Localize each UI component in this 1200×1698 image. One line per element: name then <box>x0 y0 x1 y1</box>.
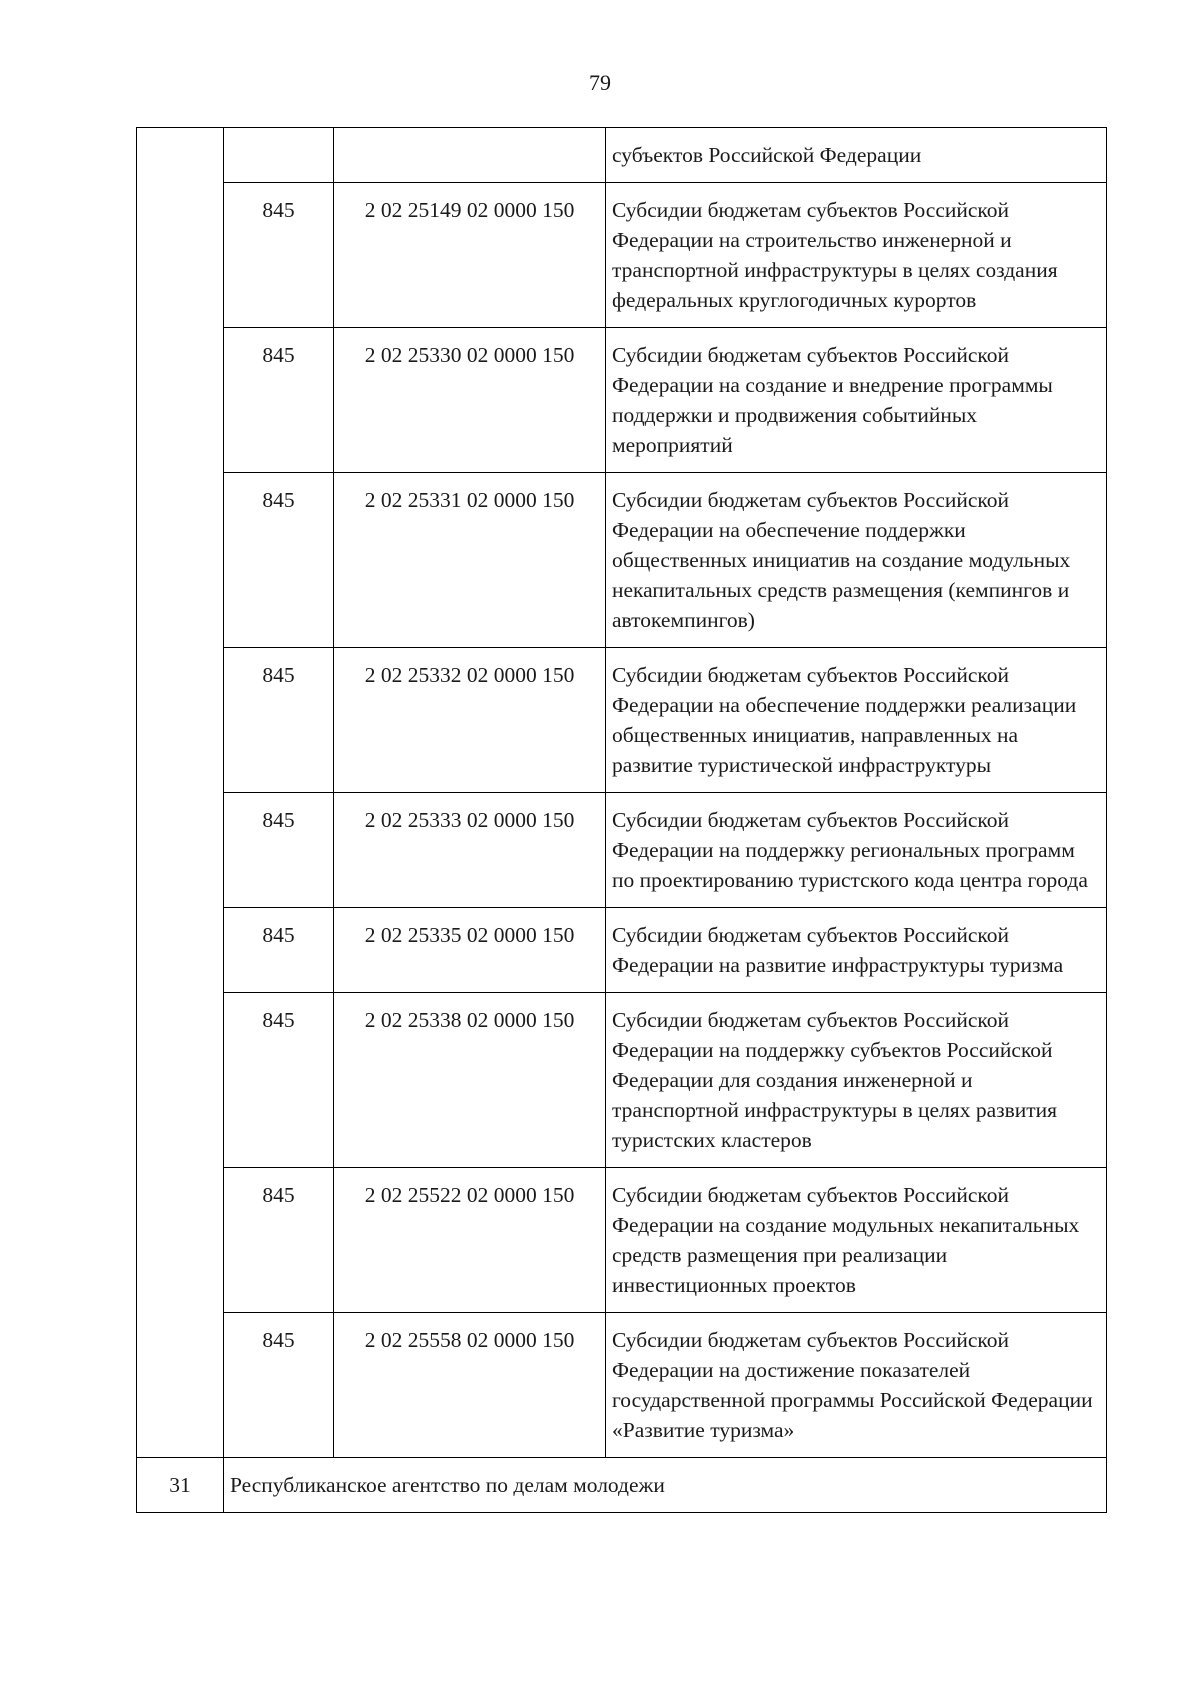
description-cell: Субсидии бюджетам субъектов Российской Федерации на создание и внедрение программы поддержки и продвижения событийных мероприятий <box>606 328 1107 473</box>
description-cell: Субсидии бюджетам субъектов Российской Федерации на развитие инфраструктуры туризма <box>606 908 1107 993</box>
budget-code-cell: 2 02 25330 02 0000 150 <box>334 328 606 473</box>
admin-code-cell: 845 <box>224 1168 334 1313</box>
admin-code-cell: 845 <box>224 1313 334 1458</box>
table-row-continuation <box>137 128 1107 183</box>
table-row <box>137 1168 1107 1313</box>
admin-code-cell: 845 <box>224 993 334 1168</box>
description-cell: Субсидии бюджетам субъектов Российской Федерации на обеспечение поддержки общественных инициатив на создание модульных некапитальных средств размещения (кемпингов и автокемпингов) <box>606 473 1107 648</box>
budget-code-cell: 2 02 25332 02 0000 150 <box>334 648 606 793</box>
description-cell: Субсидии бюджетам субъектов Российской Федерации на поддержку региональных программ по проектированию туристского кода центра города <box>606 793 1107 908</box>
description-cell: Субсидии бюджетам субъектов Российской Федерации на создание модульных некапитальных средств размещения при реализации инвестиционных проектов <box>606 1168 1107 1313</box>
table-row <box>137 328 1107 473</box>
budget-code-cell: 2 02 25331 02 0000 150 <box>334 473 606 648</box>
page-number: 79 <box>589 70 611 95</box>
admin-code-cell: 845 <box>224 648 334 793</box>
table-row-group-heading <box>137 1458 1107 1513</box>
table-row <box>137 473 1107 648</box>
budget-code-cell: 2 02 25522 02 0000 150 <box>334 1168 606 1313</box>
table-row <box>137 183 1107 328</box>
budget-code-cell: 2 02 25149 02 0000 150 <box>334 183 606 328</box>
description-cell: Субсидии бюджетам субъектов Российской Федерации на достижение показателей государственной программы Российской Федерации «Развитие туризма» <box>606 1313 1107 1458</box>
budget-classification-table <box>136 127 1107 1513</box>
table-row <box>137 908 1107 993</box>
budget-code-cell: 2 02 25558 02 0000 150 <box>334 1313 606 1458</box>
admin-code-cell: 845 <box>224 328 334 473</box>
admin-code-cell <box>224 128 334 183</box>
table-row <box>137 1313 1107 1458</box>
table-row <box>137 993 1107 1168</box>
description-cell: Субсидии бюджетам субъектов Российской Федерации на обеспечение поддержки реализации общественных инициатив, направленных на развитие туристической инфраструктуры <box>606 648 1107 793</box>
budget-code-cell <box>334 128 606 183</box>
admin-code-cell: 845 <box>224 908 334 993</box>
table-row <box>137 648 1107 793</box>
group-number-cell: 31 <box>137 1458 224 1513</box>
description-cell: субъектов Российской Федерации <box>606 128 1107 183</box>
budget-code-cell: 2 02 25335 02 0000 150 <box>334 908 606 993</box>
budget-code-cell: 2 02 25338 02 0000 150 <box>334 993 606 1168</box>
row-number-cell <box>137 128 224 1458</box>
table-row <box>137 793 1107 908</box>
admin-code-cell: 845 <box>224 183 334 328</box>
description-cell: Субсидии бюджетам субъектов Российской Федерации на поддержку субъектов Российской Федерации для создания инженерной и транспортной инфраструктуры в целях развития туристских кластеров <box>606 993 1107 1168</box>
description-cell: Субсидии бюджетам субъектов Российской Федерации на строительство инженерной и транспортной инфраструктуры в целях создания федеральных круглогодичных курортов <box>606 183 1107 328</box>
budget-code-cell: 2 02 25333 02 0000 150 <box>334 793 606 908</box>
group-title-cell: Республиканское агентство по делам молодежи <box>224 1458 1107 1513</box>
admin-code-cell: 845 <box>224 793 334 908</box>
admin-code-cell: 845 <box>224 473 334 648</box>
